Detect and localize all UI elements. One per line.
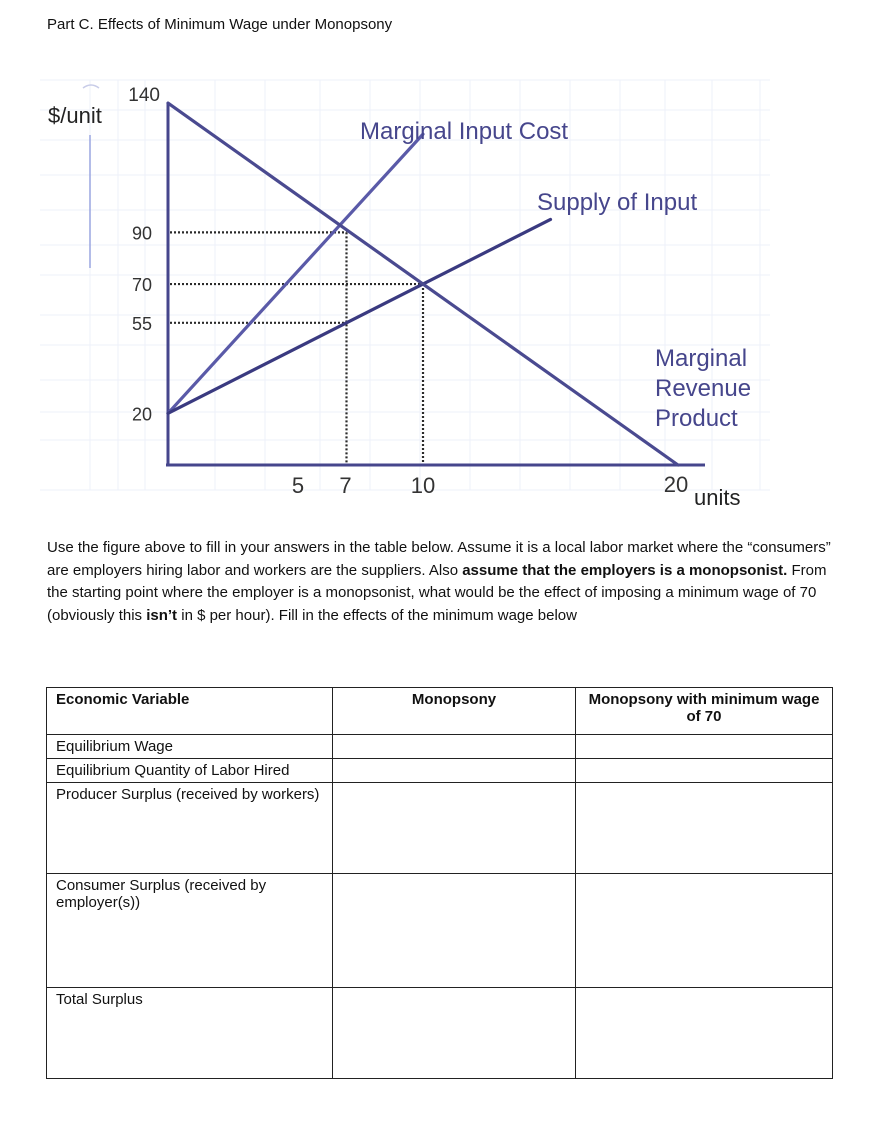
label-mrp-line3: Product — [655, 405, 738, 432]
table-row — [47, 988, 833, 1079]
answer-table — [46, 687, 833, 1079]
label-mrp-line1: Marginal — [655, 345, 748, 372]
y-tick-label: 140 — [128, 85, 160, 107]
x-tick-label: 20 — [663, 472, 689, 497]
y-axis-label: $/unit — [48, 103, 102, 128]
y-tick-label: 90 — [131, 223, 152, 244]
chart-labels — [48, 103, 751, 510]
chart-series — [168, 103, 678, 465]
axis-decoration-icon — [83, 85, 99, 88]
page-title: Part C. Effects of Minimum Wage under Monopsony — [47, 16, 393, 33]
y-tick-label: 20 — [131, 404, 152, 425]
answer-cell[interactable] — [576, 735, 833, 759]
label-supply-of-input: Supply of Input — [537, 189, 698, 216]
instructions-bold-2: isn’t — [146, 606, 178, 624]
row-label: Consumer Surplus (received by employer(s)) — [47, 874, 333, 988]
table-row — [47, 735, 833, 759]
row-label: Total Surplus — [47, 988, 333, 1079]
table-row — [47, 783, 833, 874]
x-axis-label: units — [694, 485, 741, 510]
table-header-row — [47, 688, 833, 735]
header-economic-variable: Economic Variable — [47, 688, 333, 735]
y-tick-label: 55 — [131, 313, 152, 334]
answer-cell[interactable] — [576, 988, 833, 1079]
answer-cell[interactable] — [333, 988, 576, 1079]
answer-cell[interactable] — [333, 759, 576, 783]
row-label: Producer Surplus (received by workers) — [47, 783, 333, 874]
line-marginal-revenue-product — [168, 103, 678, 465]
table-row — [47, 874, 833, 988]
x-tick-label: 10 — [410, 473, 436, 498]
instructions-paragraph — [47, 537, 837, 627]
answer-cell[interactable] — [576, 874, 833, 988]
header-monopsony-min-wage: Monopsony with minimum wage of 70 — [576, 688, 833, 735]
monopsony-chart — [0, 0, 890, 530]
x-tick-label: 7 — [339, 473, 352, 498]
answer-cell[interactable] — [333, 735, 576, 759]
instructions-text-3: in $ per hour). Fill in the effects of the minimum wage below — [177, 606, 577, 624]
row-label: Equilibrium Quantity of Labor Hired — [47, 759, 333, 783]
line-marginal-input-cost — [168, 134, 423, 413]
answer-cell[interactable] — [576, 759, 833, 783]
line-supply-of-input — [168, 219, 551, 413]
answer-cell[interactable] — [576, 783, 833, 874]
label-mrp-line2: Revenue — [655, 375, 752, 402]
y-tick-label: 70 — [131, 275, 152, 296]
header-monopsony: Monopsony — [333, 688, 576, 735]
answer-cell[interactable] — [333, 783, 576, 874]
row-label: Equilibrium Wage — [47, 735, 333, 759]
instructions-text-2: From the starting point where the employer is a monopsonist, what would be the effect of imposing a minimum wage of 70 (obviously this — [47, 561, 827, 624]
instructions-text-1: Use the figure above to fill in your answers in the table below. Assume it is a local labor market where the “consumers” are employers hiring labor and workers are the suppliers. Also — [47, 539, 831, 579]
instructions-bold-1: assume that the employers is a monopsonist. — [462, 561, 788, 579]
table-row — [47, 759, 833, 783]
label-marginal-input-cost: Marginal Input Cost — [360, 118, 569, 145]
x-tick-label: 5 — [291, 473, 305, 498]
answer-cell[interactable] — [333, 874, 576, 988]
